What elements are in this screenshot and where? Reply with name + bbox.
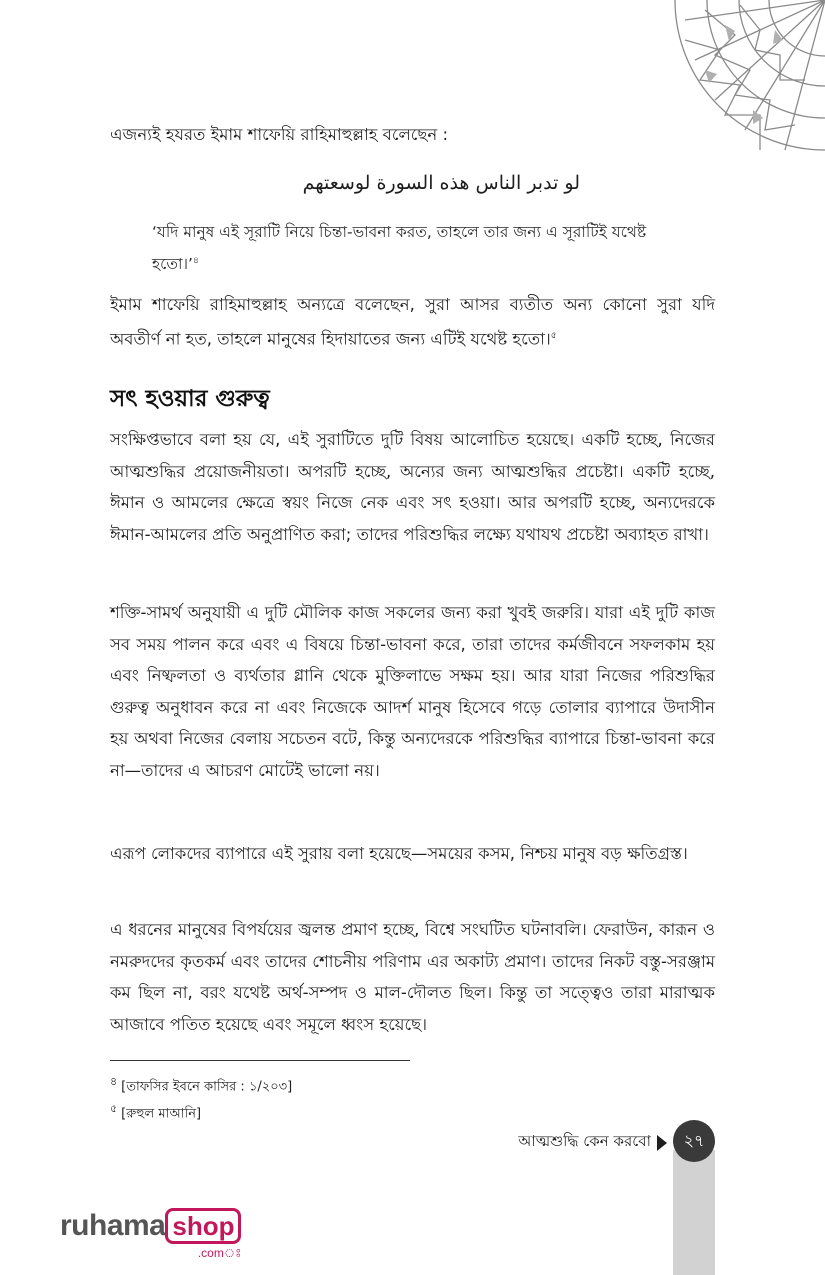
paragraph-text: ইমাম শাফেয়ি রাহিমাহুল্লাহ অন্যত্রে বলেছেন, সুরা আসর ব্যতীত অন্য কোনো সুরা যদি অবতীর্ণ না হত, তাহলে মানুষের হিদায়াতের জন্য এটিই যথেষ্ট হতো। (110, 295, 715, 348)
paragraph-such-people: এরূপ লোকদের ব্যাপারে এই সুরায় বলা হয়েছে—সময়ের কসম, নিশ্চয় মানুষ বড় ক্ষতিগ্রস্ত। (110, 844, 688, 863)
running-title: আত্মশুদ্ধি কেন করবো (518, 1132, 651, 1150)
footnote-ref-4[interactable]: ৪ (192, 256, 199, 266)
section-heading: সৎ হওয়ার গুরুত্ব (110, 386, 270, 412)
footnote-ref-5[interactable]: ৫ (550, 330, 557, 341)
footnote-mark: ৪ (110, 1075, 118, 1088)
page-tab (673, 1150, 715, 1275)
paragraph-shafei (110, 289, 715, 355)
arabic-quote: لو تدبر الناس هذه السورة لوسعتهم (302, 172, 580, 194)
footnotes (110, 1071, 292, 1126)
ruhamashop-logo (60, 1208, 241, 1265)
paragraph-two-topics: সংক্ষিপ্তভাবে বলা হয় যে, এই সুরাটিতে দুটি বিষয় আলোচিত হয়েছে। একটি হচ্ছে, নিজের আত্মশুদ্ধির প্রয়োজনীয়তা। অপরটি হচ্ছে, অন্যের জন্য আত্মশুদ্ধির প্রচেষ্টা। একটি হচ্ছে, ঈমান ও আমলের ক্ষেত্রে স্বয়ং নিজে নেক এবং সৎ হওয়া। আর অপরটি হচ্ছে, অন্যদেরকে ঈমান-আমলের প্রতি অনুপ্রাণিত করা; তাদের পরিশুদ্ধির লক্ষ্যে যথাযথ প্রচেষ্টা অব্যাহত রাখা। (110, 430, 715, 544)
footnote-text: [তাফসির ইবনে কাসির : ১/২০৩] (121, 1079, 293, 1095)
page-number: ২৭ (673, 1120, 715, 1162)
footnote-mark: ৫ (110, 1102, 118, 1116)
intro-line: এজন্যই হযরত ইমাম শাফেয়ি রাহিমাহুল্লাহ বলেছেন : (110, 125, 449, 144)
corner-ornament (665, 0, 825, 160)
logo-shop-block (165, 1208, 241, 1265)
logo-shop-text: shop (165, 1208, 241, 1244)
translation-quote (152, 218, 682, 279)
footnote-text: [রুহুল মাআনি] (121, 1106, 202, 1122)
logo-domain-text: .comঃ (197, 1246, 242, 1260)
footnote-divider (110, 1060, 410, 1061)
triangle-right-icon (657, 1135, 667, 1151)
logo-ruhama-text: ruhama (60, 1209, 166, 1242)
paragraph-strength: শক্তি-সামর্থ অনুযায়ী এ দুটি মৌলিক কাজ সকলের জন্য করা খুবই জরুরি। যারা এই দুটি কাজ সব সময় পালন করে এবং এ বিষয়ে চিন্তা-ভাবনা করে, তারা তাদের কর্মজীবনে সফলকাম হয় এবং নিষ্ফলতা ও ব্যর্থতার গ্লানি থেকে মুক্তিলাভে সক্ষম হয়। আর যারা নিজের পরিশুদ্ধির গুরুত্ব অনুধাবন করে না এবং নিজেকে আদর্শ মানুষ হিসেবে গড়ে তোলার ব্যাপারে উদাসীন হয় অথবা নিজের বেলায় সচেতন বটে, কিন্তু অন্যদেরকে পরিশুদ্ধির ব্যাপারে চিন্তা-ভাবনা করে না—তাদের এ আচরণ মোটেই ভালো নয়। (110, 603, 715, 780)
footnote-item (110, 1098, 292, 1125)
paragraph-evidence: এ ধরনের মানুষের বিপর্যয়ের জ্বলন্ত প্রমাণ হচ্ছে, বিশ্বে সংঘটিত ঘটনাবলি। ফেরাউন, কারূন ও নমরুদদের কৃতকর্ম এবং তাদের শোচনীয় পরিণাম এর অকাট্য প্রমাণ। তাদের নিকট বস্তু-সরঞ্জাম কম ছিল না, বরং যথেষ্ট অর্থ-সম্পদ ও মাল-দৌলত ছিল। কিন্তু তা সত্ত্বেও তারা মারাত্মক আজাবে পতিত হয়েছে এবং সমূলে ধ্বংস হয়েছে। (110, 920, 715, 1034)
translation-text: ‘যদি মানুষ এই সূরাটি নিয়ে চিন্তা-ভাবনা করত, তাহলে তার জন্য এ সূরাটিই যথেষ্ট হতো।’ (152, 223, 647, 274)
running-header (518, 1130, 667, 1155)
footnote-item (110, 1071, 292, 1098)
